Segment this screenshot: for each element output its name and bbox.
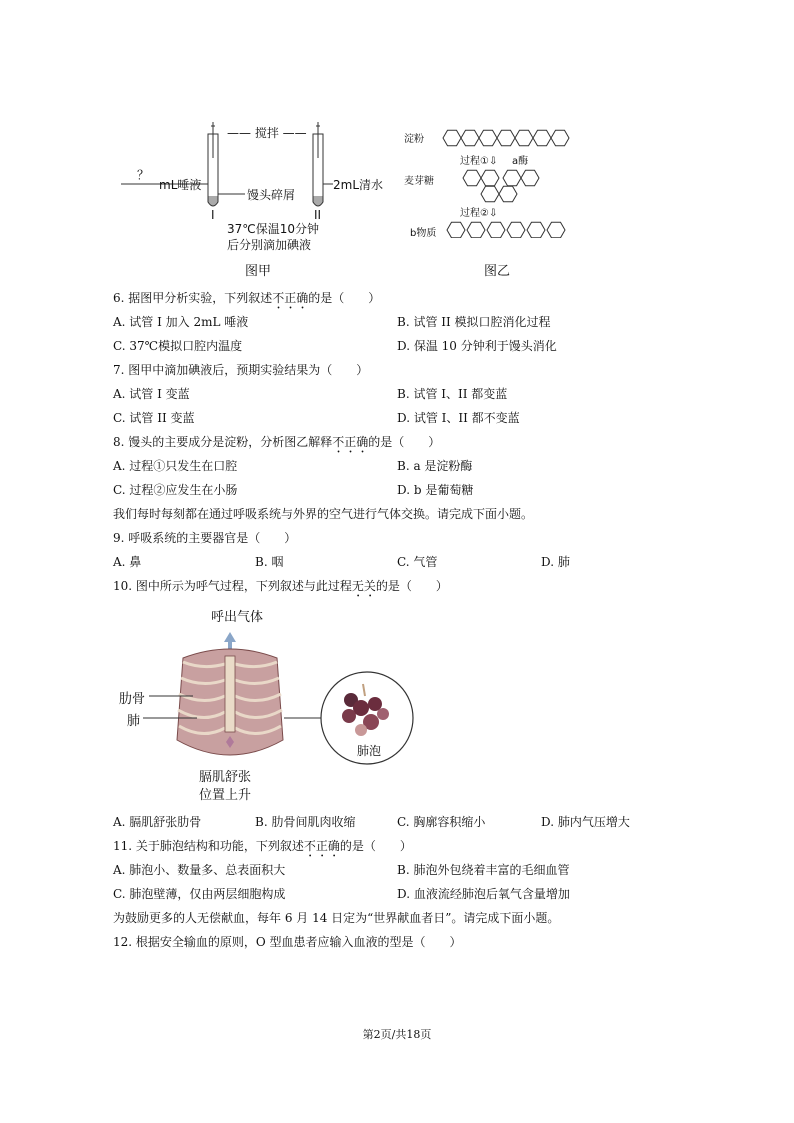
enzyme-a-label: a酶 [512,156,529,167]
q9-option-a[interactable]: A. 鼻 [113,555,142,569]
figure-jia [115,118,405,278]
saliva-label: mL唾液 [159,178,202,192]
negation-emphasis: 不正确 [303,839,340,853]
question-6-stem: 6. 据图甲分析实验，下列叙述不正确的是（ ） [113,291,381,305]
q6-option-a[interactable]: A. 试管 I 加入 2mL 唾液 [113,315,249,329]
q7-option-c[interactable]: C. 试管 II 变蓝 [113,411,195,425]
tube-2-label: II [314,208,322,222]
water-label: 2mL清水 [333,178,384,192]
q6-option-d[interactable]: D. 保温 10 分钟利于馒头消化 [397,339,557,353]
q7-option-b[interactable]: B. 试管 I、II 都变蓝 [397,387,508,401]
substance-b-label: b物质 [410,228,437,239]
q9-option-d[interactable]: D. 肺 [541,555,570,569]
negation-emphasis: 不正确 [272,291,309,305]
q11-option-b[interactable]: B. 肺泡外包绕着丰富的毛细血管 [397,863,570,877]
question-8-stem: 8. 馒头的主要成分是淀粉，分析图乙解释不正确的是（ ） [113,435,441,449]
maltose-label: 麦芽糖 [404,176,434,187]
question-12-stem: 12. 根据安全输血的原则，O 型血患者应输入血液的型是（ ） [113,935,462,949]
stir-label: —— 搅拌 —— [227,126,307,140]
q7-option-a[interactable]: A. 试管 I 变蓝 [113,387,190,401]
q10-option-c[interactable]: C. 胸廓容积缩小 [397,815,486,829]
question-9-stem: 9. 呼吸系统的主要器官是（ ） [113,531,297,545]
q10-option-a[interactable]: A. 膈肌舒张肋骨 [113,815,202,829]
page-number: 第2页/共18页 [362,1028,432,1041]
bread-label: 馒头碎屑 [247,188,296,202]
q8-option-d[interactable]: D. b 是葡萄糖 [397,483,474,497]
negation-emphasis: 无关 [351,579,376,593]
ribcage-illustration [113,600,433,810]
process-2-label: 过程②⇩ [460,208,498,219]
breathing-figure [113,600,433,810]
process-1-label: 过程①⇩ [460,156,498,167]
figure-jia-caption: 图甲 [245,264,272,279]
section-intro-blood: 为鼓励更多的人无偿献血，每年 6 月 14 日定为“世界献血者日”。请完成下面小题。 [113,911,560,925]
condition-note-1: 37℃保温10分钟 [227,222,320,236]
q11-option-d[interactable]: D. 血液流经肺泡后氧气含量增加 [397,887,570,901]
figure-yi [400,118,580,278]
section-intro-respiration: 我们每时每刻都在通过呼吸系统与外界的空气进行气体交换。请完成下面小题。 [113,507,534,521]
figure-yi-caption: 图乙 [484,264,511,279]
diaphragm-label-2: 位置上升 [199,788,252,803]
rib-label: 肋骨 [119,692,146,707]
exhale-label: 呼出气体 [211,610,264,625]
q9-option-b[interactable]: B. 咽 [255,555,284,569]
starch-label: 淀粉 [404,134,424,145]
q11-option-a[interactable]: A. 肺泡小、数量多、总表面积大 [113,863,286,877]
q9-option-c[interactable]: C. 气管 [397,555,438,569]
q6-option-c[interactable]: C. 37℃模拟口腔内温度 [113,339,243,353]
q8-option-a[interactable]: A. 过程①只发生在口腔 [113,459,238,473]
q8-option-b[interactable]: B. a 是淀粉酶 [397,459,473,473]
lung-label: 肺 [127,714,141,729]
question-10-stem: 10. 图中所示为呼气过程，下列叙述与此过程无关的是（ ） [113,579,448,593]
diaphragm-label-1: 膈肌舒张 [199,770,252,785]
question-11-stem: 11. 关于肺泡结构和功能，下列叙述不正确的是（ ） [113,839,412,853]
q8-option-c[interactable]: C. 过程②应发生在小肠 [113,483,238,497]
tube-1-label: I [211,208,215,222]
question-7-stem: 7. 图甲中滴加碘液后，预期实验结果为（ ） [113,363,369,377]
condition-note-2: 后分别滴加碘液 [227,238,312,252]
alveolus-label: 肺泡 [357,744,382,758]
q6-option-b[interactable]: B. 试管 II 模拟口腔消化过程 [397,315,551,329]
q10-option-b[interactable]: B. 肋骨间肌肉收缩 [255,815,356,829]
unknown-volume-mark: ？ [137,168,150,182]
q7-option-d[interactable]: D. 试管 I、II 都不变蓝 [397,411,520,425]
negation-emphasis: 不正确 [332,435,369,449]
q10-option-d[interactable]: D. 肺内气压增大 [541,815,630,829]
q11-option-c[interactable]: C. 肺泡壁薄，仅由两层细胞构成 [113,887,286,901]
